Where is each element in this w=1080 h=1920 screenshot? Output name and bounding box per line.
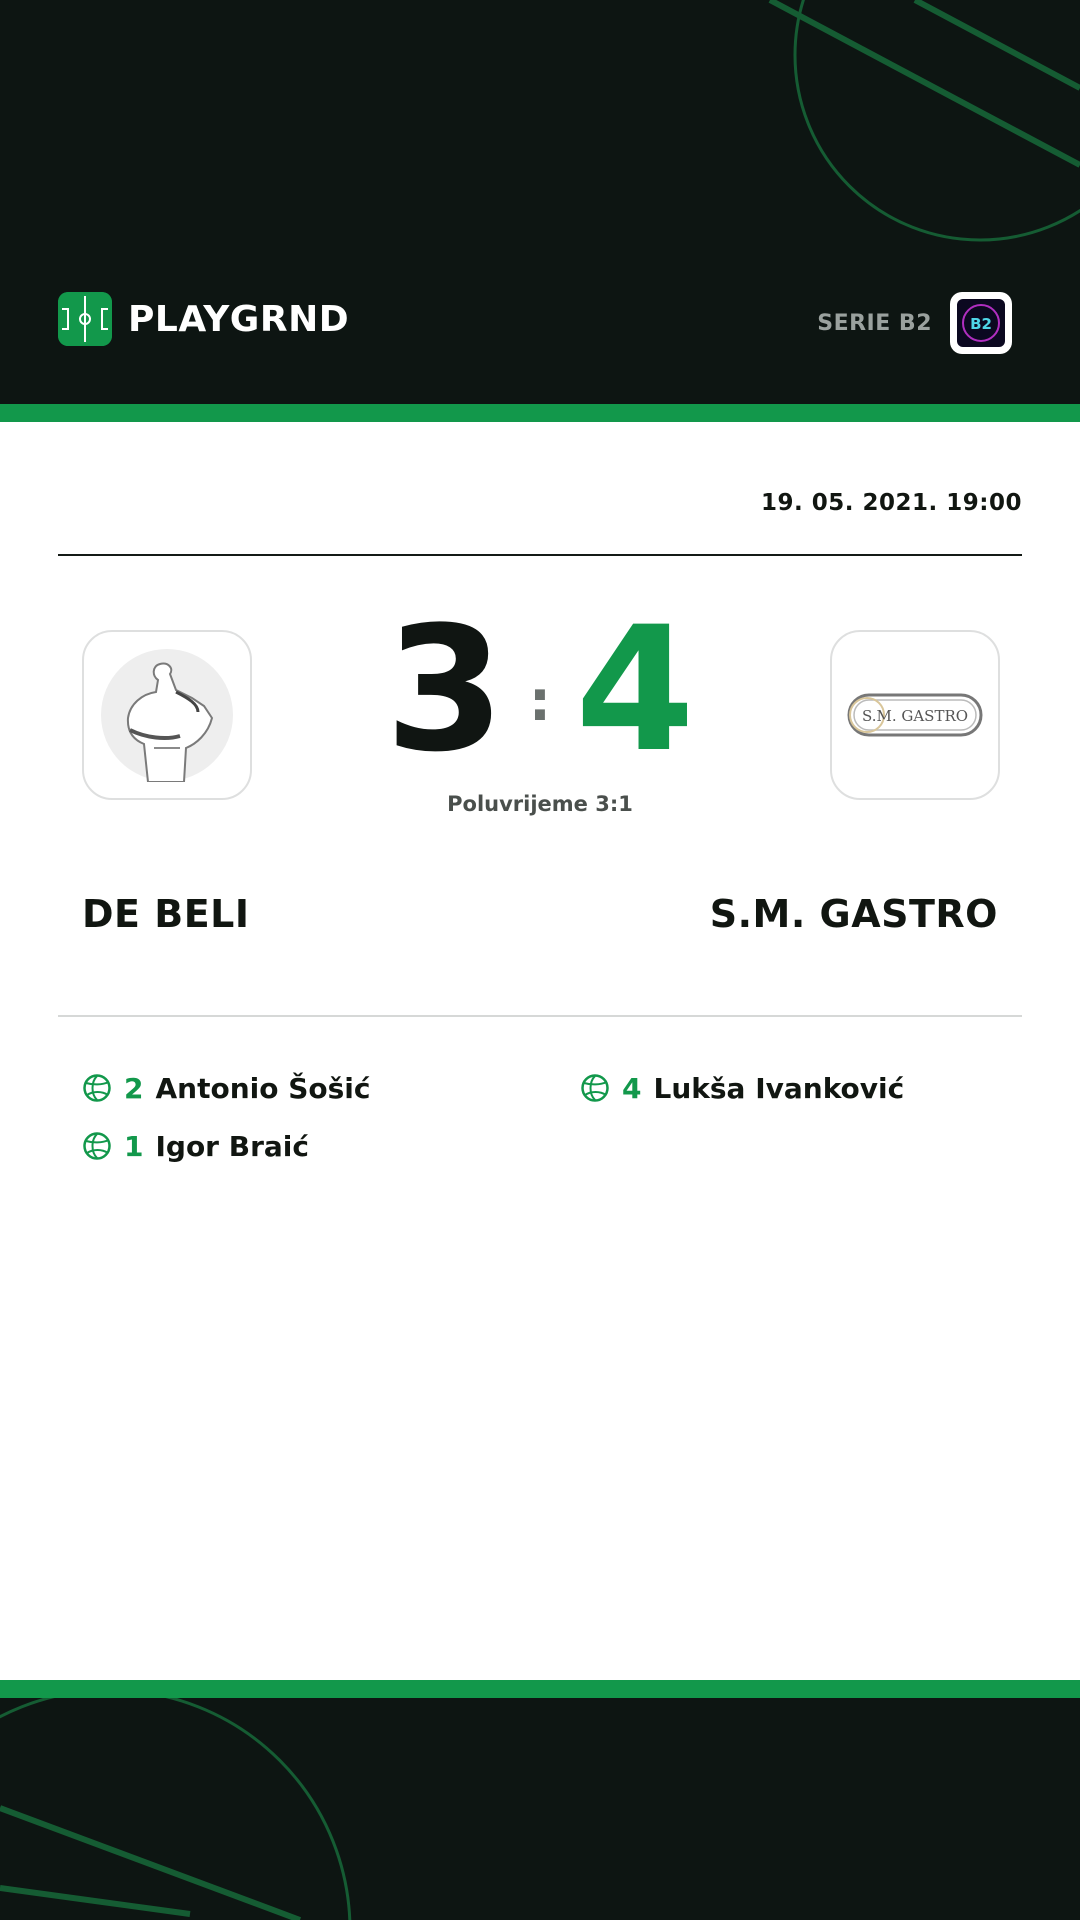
header [0, 0, 1080, 404]
scorer-name[interactable]: Lukša Ivanković [653, 1071, 905, 1105]
league-name: SERIE B2 [817, 310, 932, 336]
brand-name: PLAYGRND [128, 298, 350, 340]
score-separator: : [528, 668, 552, 734]
halftime-score: Poluvrijeme 3:1 [447, 792, 633, 816]
league-logo-icon [959, 301, 1003, 345]
divider [58, 1015, 1022, 1017]
ball-icon [82, 1131, 112, 1161]
away-scorers-list [580, 1068, 904, 1126]
away-team-logo[interactable] [830, 630, 1000, 800]
scorer-goals: 4 [622, 1071, 642, 1105]
ball-icon [82, 1073, 112, 1103]
footer [0, 1698, 1080, 1920]
away-score: 4 [575, 589, 695, 790]
football-pitch-icon [58, 292, 112, 346]
accent-bar-top [0, 404, 1080, 422]
ball-icon [580, 1073, 610, 1103]
home-team-name[interactable]: DE BELI [82, 892, 250, 936]
scorer-item [580, 1068, 904, 1108]
scorer-name[interactable]: Antonio Šošić [155, 1071, 371, 1105]
accent-bar-bottom [0, 1680, 1080, 1698]
away-team-name[interactable]: S.M. GASTRO [709, 892, 998, 936]
home-score: 3 [385, 589, 505, 790]
scorer-item [82, 1126, 371, 1166]
pitch-lines-decoration [0, 1698, 1080, 1920]
brand[interactable] [58, 292, 349, 346]
league-badge [950, 292, 1012, 354]
league-badge-logo [957, 299, 1005, 347]
match-datetime: 19. 05. 2021. 19:00 [761, 490, 1022, 516]
scoreboard [340, 589, 740, 790]
scorer-goals: 2 [124, 1071, 144, 1105]
away-crest-image [845, 685, 985, 745]
home-team-logo[interactable] [82, 630, 252, 800]
scorer-name[interactable]: Igor Braić [155, 1129, 309, 1163]
scorer-item [82, 1068, 371, 1108]
league-badge-text: B2 [970, 315, 992, 333]
divider [58, 554, 1022, 556]
league[interactable] [817, 292, 1012, 354]
scorer-goals: 1 [124, 1129, 144, 1163]
away-logo-text: S.M. GASTRO [861, 707, 969, 725]
home-scorers-list [82, 1068, 371, 1184]
home-crest-image [100, 648, 234, 782]
